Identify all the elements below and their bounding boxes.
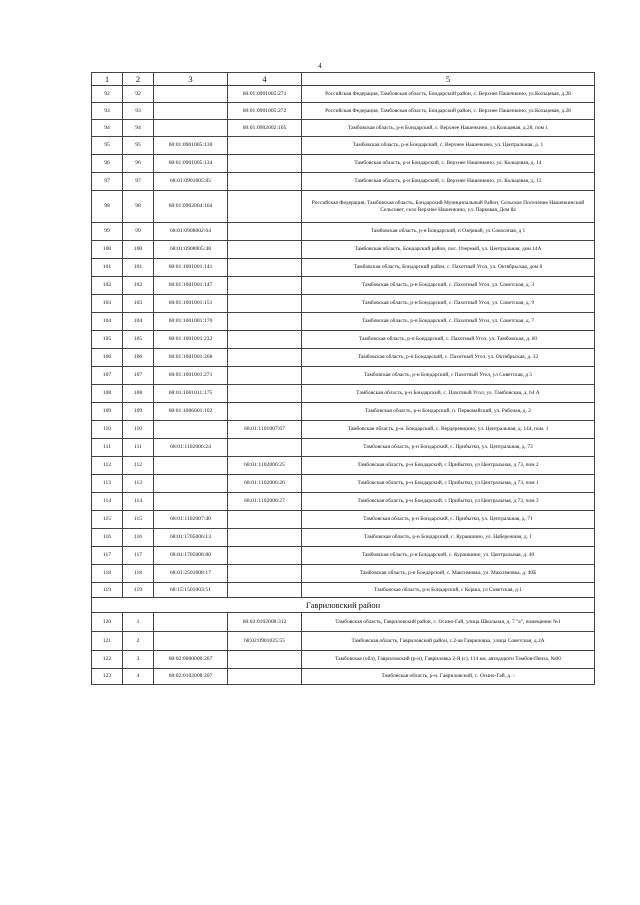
premises-cadastral-cell: 68:02:0102008:312: [228, 613, 302, 632]
premises-cadastral-cell: [228, 259, 302, 277]
row-number-cell: 111: [92, 439, 123, 457]
row-number-cell: 112: [92, 457, 123, 475]
row-subnumber-cell: 95: [123, 137, 154, 155]
cadastral-number-cell: 68:01:1705006:13: [154, 529, 228, 547]
header-col-2: 2: [123, 73, 154, 86]
premises-cadastral-cell: [228, 223, 302, 241]
section-title: Гавриловский район: [92, 598, 595, 613]
address-cell: Тамбовская область, р-н Бондарский, с. Пахотный Угол, ул. Тамбовская, д. 64 А: [302, 385, 595, 403]
premises-cadastral-cell: [228, 669, 302, 685]
table-row: [92, 259, 595, 277]
row-subnumber-cell: 96: [123, 155, 154, 173]
row-number-cell: 118: [92, 565, 123, 583]
row-number-cell: 105: [92, 331, 123, 349]
premises-cadastral-cell: 68:02:0901025:55: [228, 632, 302, 651]
premises-cadastral-cell: [228, 173, 302, 191]
address-cell: Тамбовская область, Гавриловский район, с. Осино-Гай, улица Школьная, д. 7 "а", помещение №1: [302, 613, 595, 632]
row-subnumber-cell: 107: [123, 367, 154, 385]
row-subnumber-cell: 105: [123, 331, 154, 349]
address-cell: Тамбовская область, р-н Бондарский, п Озерный, ул Совхозная, д 1: [302, 223, 595, 241]
premises-cadastral-cell: [228, 565, 302, 583]
table-row: [92, 331, 595, 349]
row-subnumber-cell: 108: [123, 385, 154, 403]
row-number-cell: 97: [92, 173, 123, 191]
table-row: [92, 583, 595, 598]
premises-cadastral-cell: [228, 313, 302, 331]
premises-cadastral-cell: [228, 439, 302, 457]
cadastral-number-cell: 68:01:1001001:232: [154, 331, 228, 349]
table-row: [92, 137, 595, 155]
premises-cadastral-cell: 68:01:0901005:271: [228, 86, 302, 103]
cadastral-number-cell: 68:01:1001001:268: [154, 349, 228, 367]
table-row: [92, 547, 595, 565]
cadastral-number-cell: 68:01:1102006:24: [154, 439, 228, 457]
row-subnumber-cell: 97: [123, 173, 154, 191]
header-col-4: 4: [228, 73, 302, 86]
row-subnumber-cell: 111: [123, 439, 154, 457]
table-row: [92, 511, 595, 529]
section-row: [92, 598, 595, 613]
table-body-gavrilovsky: [92, 613, 595, 685]
row-number-cell: 116: [92, 529, 123, 547]
cadastral-number-cell: [154, 475, 228, 493]
premises-cadastral-cell: [228, 349, 302, 367]
header-col-5: 5: [302, 73, 595, 86]
address-cell: Тамбовская область, р-н Бондарский, с. Пахотный Угол, ул. Октябрьская, д. 32: [302, 349, 595, 367]
table-row: [92, 439, 595, 457]
row-number-cell: 102: [92, 277, 123, 295]
table-row: [92, 421, 595, 439]
table-row: [92, 103, 595, 120]
row-subnumber-cell: 93: [123, 103, 154, 120]
address-cell: Тамбовская область, р-н Бондарский, с. Верхнее Нашенкино, ул.Кольцевая, д.28, пом 1: [302, 120, 595, 137]
row-number-cell: 108: [92, 385, 123, 403]
row-subnumber-cell: 118: [123, 565, 154, 583]
premises-cadastral-cell: [228, 295, 302, 313]
row-subnumber-cell: 112: [123, 457, 154, 475]
premises-cadastral-cell: [228, 367, 302, 385]
row-subnumber-cell: 102: [123, 277, 154, 295]
address-cell: Тамбовская область, Бондарский район, пос. Озерный, ул. Центральная, дом 14А: [302, 241, 595, 259]
premises-cadastral-cell: 68:01:1102006:26: [228, 475, 302, 493]
row-number-cell: 119: [92, 583, 123, 598]
address-cell: Тамбовская область, р-н Бондарский, с. Прибытки, ул. Центральная, д. 71: [302, 511, 595, 529]
cadastral-number-cell: 68:01:0908002:64: [154, 223, 228, 241]
table-header: [92, 73, 595, 86]
premises-cadastral-cell: [228, 651, 302, 669]
row-subnumber-cell: 114: [123, 493, 154, 511]
row-subnumber-cell: 116: [123, 529, 154, 547]
cadastral-number-cell: 68:01:1001001:147: [154, 277, 228, 295]
page-number: 4: [318, 62, 322, 70]
cadastral-number-cell: 68:01:1001011:175: [154, 385, 228, 403]
row-number-cell: 115: [92, 511, 123, 529]
cadastral-number-cell: [154, 120, 228, 137]
table-row: [92, 367, 595, 385]
row-number-cell: 92: [92, 86, 123, 103]
premises-cadastral-cell: 68:01:1102006:27: [228, 493, 302, 511]
row-number-cell: 110: [92, 421, 123, 439]
cadastral-number-cell: 68:01:1705006:80: [154, 547, 228, 565]
premises-cadastral-cell: 68:01:1101007:67: [228, 421, 302, 439]
section-divider: [92, 598, 595, 613]
row-number-cell: 117: [92, 547, 123, 565]
premises-cadastral-cell: [228, 511, 302, 529]
row-number-cell: 121: [92, 632, 123, 651]
premises-cadastral-cell: [228, 331, 302, 349]
cadastral-number-cell: 68:01:1001001:151: [154, 295, 228, 313]
table-row: [92, 277, 595, 295]
row-subnumber-cell: 117: [123, 547, 154, 565]
table-body-bondarsky: [92, 86, 595, 598]
address-cell: Тамбовская область, р-н Бондарский, с Пахотный Угол, ул Советская, д 5: [302, 367, 595, 385]
row-subnumber-cell: 100: [123, 241, 154, 259]
row-subnumber-cell: 110: [123, 421, 154, 439]
address-cell: Тамбовская область, р-н Бондарский, с Прибытки, ул Центральная, д 73, пом 2: [302, 457, 595, 475]
address-cell: Российская Федерация, Тамбовская область, Бондарский район, с. Верхнее Пашенкино, ул.Кольцевая, д.28: [302, 86, 595, 103]
property-registry-table: [91, 72, 595, 685]
row-subnumber-cell: 106: [123, 349, 154, 367]
address-cell: Тамбовская область, р-н Бондарский, с. Кураншино, ул. Центральная, д. 40: [302, 547, 595, 565]
row-subnumber-cell: 99: [123, 223, 154, 241]
table-row: [92, 86, 595, 103]
cadastral-number-cell: [154, 493, 228, 511]
cadastral-number-cell: 68:01:1001001:141: [154, 259, 228, 277]
table-row: [92, 475, 595, 493]
row-number-cell: 114: [92, 493, 123, 511]
address-cell: Тамбовская область, р-н Бондарский, с. Пахотный Угол, ул. Советская, д. 9: [302, 295, 595, 313]
address-cell: Российская Федерация, Тамбовская область, Бондарский район, с. Верхнее Пашенкино, ул.Кольцевая, д.28: [302, 103, 595, 120]
cadastral-number-cell: [154, 632, 228, 651]
premises-cadastral-cell: [228, 277, 302, 295]
row-subnumber-cell: 113: [123, 475, 154, 493]
table-row: [92, 403, 595, 421]
address-cell: Тамбовская область, р-н Бондарский, п. Первомайский, ул. Рабочая, д. 2: [302, 403, 595, 421]
premises-cadastral-cell: [228, 529, 302, 547]
table-row: [92, 191, 595, 223]
premises-cadastral-cell: [228, 155, 302, 173]
premises-cadastral-cell: [228, 403, 302, 421]
cadastral-number-cell: [154, 613, 228, 632]
row-subnumber-cell: 3: [123, 651, 154, 669]
row-number-cell: 100: [92, 241, 123, 259]
row-subnumber-cell: 115: [123, 511, 154, 529]
table-row: [92, 295, 595, 313]
table-row: [92, 313, 595, 331]
row-number-cell: 103: [92, 295, 123, 313]
table-row: [92, 651, 595, 669]
row-number-cell: 107: [92, 367, 123, 385]
cadastral-number-cell: 68:02:0000000:267: [154, 651, 228, 669]
table-row: [92, 457, 595, 475]
address-cell: Тамбовская область, р-н. Бондарский, с. Вердеревщино, ул. Центральная, д. 144, пом. 1: [302, 421, 595, 439]
address-cell: Тамбовская область, р-н Бондарский, с. Верхнее Нашенкино, ул. Кольцевая, д. 14: [302, 155, 595, 173]
cadastral-number-cell: 68:01:0901005:85: [154, 173, 228, 191]
table-row: [92, 669, 595, 685]
row-number-cell: 123: [92, 669, 123, 685]
address-cell: Тамбовская область, р-н Бондарский, с Керша, ул Советская, д 1: [302, 583, 595, 598]
row-number-cell: 98: [92, 191, 123, 223]
table-row: [92, 155, 595, 173]
row-number-cell: 94: [92, 120, 123, 137]
premises-cadastral-cell: 68:01:0901005:272: [228, 103, 302, 120]
row-subnumber-cell: 103: [123, 295, 154, 313]
row-subnumber-cell: 92: [123, 86, 154, 103]
address-cell: Тамбовская область, р-н Бондарский, с. Максимовка, ул. Максимовка, д. 40Б: [302, 565, 595, 583]
row-subnumber-cell: 104: [123, 313, 154, 331]
row-number-cell: 104: [92, 313, 123, 331]
address-cell: Тамбовская область, р-н. Гавриловский, с. Осино-Гай, д. -: [302, 669, 595, 685]
cadastral-number-cell: 68:01:1102007:40: [154, 511, 228, 529]
address-cell: Тамбовская область, Бондарский район, с. Пахотный Угол, ул. Октябрьская, дом 8: [302, 259, 595, 277]
row-number-cell: 120: [92, 613, 123, 632]
row-number-cell: 95: [92, 137, 123, 155]
cadastral-number-cell: 68:01:1006001:102: [154, 403, 228, 421]
cadastral-number-cell: [154, 86, 228, 103]
table-row: [92, 241, 595, 259]
row-subnumber-cell: 119: [123, 583, 154, 598]
row-number-cell: 113: [92, 475, 123, 493]
address-cell: Тамбовская область, р-н Бондарский, с. Пахотный Угол, ул. Советская, д. 3: [302, 277, 595, 295]
cadastral-number-cell: 68:01:0901005:134: [154, 155, 228, 173]
table-row: [92, 223, 595, 241]
cadastral-number-cell: 68:15:1501003:51: [154, 583, 228, 598]
row-subnumber-cell: 98: [123, 191, 154, 223]
premises-cadastral-cell: [228, 583, 302, 598]
row-number-cell: 96: [92, 155, 123, 173]
table-row: [92, 385, 595, 403]
address-cell: Тамбовская область, р-н Бондарский, с Прибытки, ул Центральная, д 73, пом 3: [302, 493, 595, 511]
premises-cadastral-cell: [228, 241, 302, 259]
cadastral-number-cell: 68:01:0902004:164: [154, 191, 228, 223]
row-number-cell: 101: [92, 259, 123, 277]
premises-cadastral-cell: 68:01:1102006:25: [228, 457, 302, 475]
cadastral-number-cell: [154, 421, 228, 439]
premises-cadastral-cell: [228, 137, 302, 155]
premises-cadastral-cell: 68:01:0902002:105: [228, 120, 302, 137]
row-subnumber-cell: 4: [123, 669, 154, 685]
address-cell: Тамбовская (обл), Гавриловский (р-н), Гавриловка 2-Я (с), 114 км. автодороги Тамбов-Пенза, №00: [302, 651, 595, 669]
row-subnumber-cell: 2: [123, 632, 154, 651]
row-subnumber-cell: 101: [123, 259, 154, 277]
cadastral-number-cell: [154, 457, 228, 475]
header-col-3: 3: [154, 73, 228, 86]
header-row: [92, 73, 595, 86]
table-row: [92, 120, 595, 137]
cadastral-number-cell: 68:01:2501008:17: [154, 565, 228, 583]
table-row: [92, 613, 595, 632]
row-number-cell: 93: [92, 103, 123, 120]
table-row: [92, 493, 595, 511]
row-number-cell: 122: [92, 651, 123, 669]
address-cell: Тамбовская область, р-н Бондарский, с. Кураншино, ул. Набережная, д. 1: [302, 529, 595, 547]
table-row: [92, 349, 595, 367]
cadastral-number-cell: 68:01:0901005:130: [154, 137, 228, 155]
table-row: [92, 529, 595, 547]
cadastral-number-cell: 68:01:0908005:48: [154, 241, 228, 259]
row-number-cell: 109: [92, 403, 123, 421]
row-subnumber-cell: 94: [123, 120, 154, 137]
address-cell: Тамбовская область, р-н Бондарский, с. Верхнее Нашенкино, ул. Кольцевая, д. 12: [302, 173, 595, 191]
cadastral-number-cell: [154, 103, 228, 120]
address-cell: Тамбовская область, р-н Бондарский, с. Пахотный Угол, ул. Тамбовская, д. 60: [302, 331, 595, 349]
cadastral-number-cell: 68:02:0102008:207: [154, 669, 228, 685]
premises-cadastral-cell: [228, 385, 302, 403]
row-number-cell: 99: [92, 223, 123, 241]
cadastral-number-cell: 68:01:1001001:170: [154, 313, 228, 331]
row-subnumber-cell: 1: [123, 613, 154, 632]
address-cell: Тамбовская область, Гавриловский район, с.2-ая Гавриловка, улица Советская, д.2А: [302, 632, 595, 651]
premises-cadastral-cell: [228, 547, 302, 565]
table-row: [92, 565, 595, 583]
address-cell: Российская Федерация, Тамбовская область, Бондарский Муниципальный Район, Сельское Поселение Нашенкинский Сельсовет, село Верхнее Нашенкино, ул. Парковая, Дом 8а: [302, 191, 595, 223]
premises-cadastral-cell: [228, 191, 302, 223]
address-cell: Тамбовская область, р-н Бондарский, с. Пахотный Угол, ул. Советская, д. 7: [302, 313, 595, 331]
header-col-1: 1: [92, 73, 123, 86]
row-subnumber-cell: 109: [123, 403, 154, 421]
cadastral-number-cell: 68:01:1001001:271: [154, 367, 228, 385]
row-number-cell: 106: [92, 349, 123, 367]
address-cell: Тамбовская область, р-н Бондарский, с Прибытки, ул Центральная, д 73, пом 1: [302, 475, 595, 493]
table-row: [92, 173, 595, 191]
address-cell: Тамбовская область, р-н Бондарский, с. Верхнее Нашенкино, ул. Центральная, д. 1: [302, 137, 595, 155]
address-cell: Тамбовская область, р-н Бондарский, с. Прибытки, ул. Центральная, д. 73: [302, 439, 595, 457]
table-row: [92, 632, 595, 651]
